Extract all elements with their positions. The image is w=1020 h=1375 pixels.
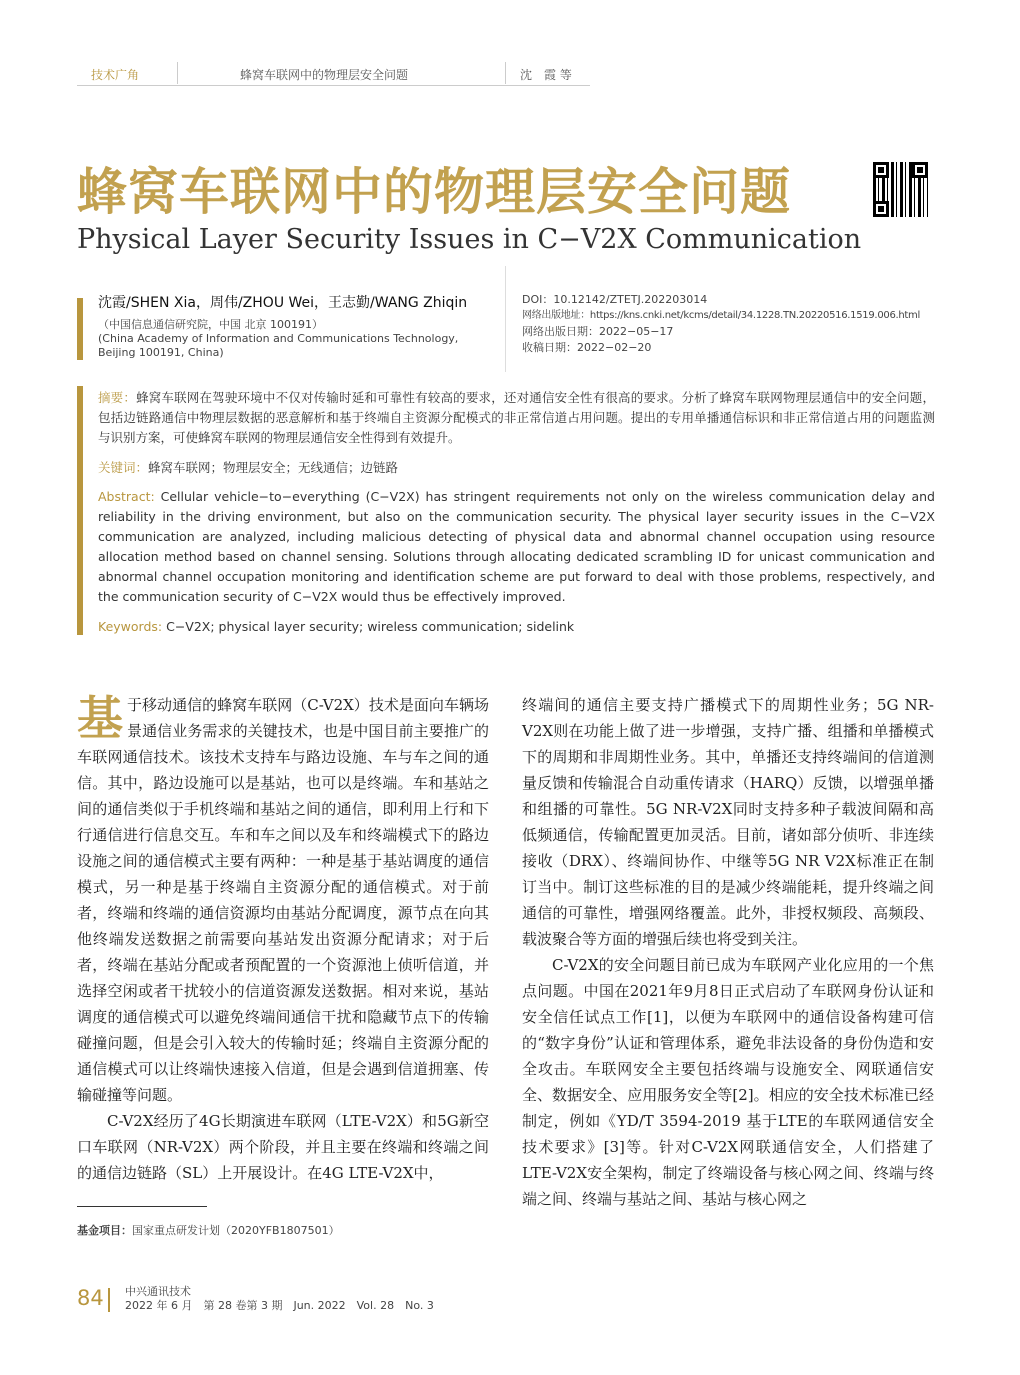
keywords-zh-text: 蜂窝车联网；物理层安全；无线通信；边链路 — [148, 460, 399, 475]
body-left-column — [77, 692, 489, 1186]
received-date: 收稿日期：2022−02−20 — [522, 341, 652, 354]
funding-note — [77, 1222, 340, 1238]
affiliation-en: (China Academy of Information and Communications Technology, Beijing 100191, China) — [98, 332, 459, 359]
paragraph: C-V2X的安全问题目前已成为车联网产业化应用的一个焦点问题。中国在2021年9月8日正式启动了车联网身份认证和安全信任试点工作[1]，以便为车联网中的通信设备构建可信的“数字身份”认证和管理体系，避免非法设备的身份伪造和安全攻击。车联网安全主要包括终端与设施安全、网联通信安全、数据安全、应用服务安全等[2]。相应的安全技术标准已经制定，例如《YD/T 3594-2019 基于LTE的车联网通信安全技术要求》[3]等。针对C-V2X网联通信安全，人们搭建了LTE-V2X安全架构，制定了终端设备与核心网之间、终端与终端之间、终端与基站之间、基站与核心网之 — [522, 956, 934, 1208]
authors: 沈霞/SHEN Xia，周伟/ZHOU Wei，王志勤/WANG Zhiqin — [98, 295, 468, 311]
body-right-column — [522, 692, 934, 1212]
doi: DOI：10.12142/ZTETJ.202203014 — [522, 293, 708, 306]
affiliation — [98, 318, 488, 360]
abstract-en-label: Abstract: — [98, 489, 161, 504]
abstract-zh — [98, 388, 935, 448]
journal-issue: 2022 年 6 月 第 28 卷第 3 期 Jun. 2022 Vol. 28 No. 3 — [125, 1299, 434, 1312]
english-title: Physical Layer Security Issues in C−V2X Communication — [77, 224, 862, 255]
drop-cap: 基 — [77, 691, 123, 745]
funding-text: 国家重点研发计划（2020YFB1807501） — [132, 1224, 340, 1237]
article-info — [522, 292, 920, 356]
running-header — [77, 62, 590, 86]
online-date: 网络出版日期：2022−05−17 — [522, 325, 674, 338]
page-title: 蜂窝车联网中的物理层安全问题 — [77, 163, 791, 221]
paragraph: C-V2X经历了4G长期演进车联网（LTE-V2X）和5G新空口车联网（NR-V2X）两个阶段，并且主要在终端和终端之间的通信边链路（SL）上开展设计。在4G LTE-V2X中， — [77, 1112, 489, 1182]
abstract-en — [98, 487, 935, 607]
abstract-zh-label: 摘要： — [98, 390, 137, 405]
qr-code-icon — [873, 162, 928, 217]
paragraph: 终端间的通信主要支持广播模式下的周期性业务；5G NR-V2X则在功能上做了进一步增强，支持广播、组播和单播模式下的周期和非周期性业务。其中，单播还支持终端间的信道测量反馈和传输混合自动重传请求（HARQ）反馈，以增强单播和组播的可靠性。5G NR-V2X同时支持多种子载波间隔和高低频通信，传输配置更加灵活。目前，诸如部分侦听、非连续接收（DRX）、终端间协作、中继等5G NR V2X标准正在制订当中。制订这些标准的目的是减少终端能耗，提升终端之间通信的可靠性，增强网络覆盖。此外，非授权频段、高频段、载波聚合等方面的增强后续也将受到关注。 — [522, 696, 934, 948]
keywords-en-label: Keywords: — [98, 619, 167, 634]
keywords-en — [98, 617, 935, 637]
paragraph-text: 于移动通信的蜂窝车联网（C-V2X）技术是面向车辆场景通信业务需求的关键技术，也是中国目前主要推广的车联网通信技术。该技术支持车与路边设施、车与车之间的通信。其中，路边设施可以是基站，也可以是终端。车和基站之间的通信类似于手机终端和基站之间的通信，即利用上行和下行通信进行信息交互。车和车之间以及车和终端模式下的路边设施之间的通信模式主要有两种：一种是基于基站调度的通信模式，另一种是基于终端自主资源分配的通信模式。对于前者，终端和终端的通信资源均由基站分配调度，源节点在向其他终端发送数据之前需要向基站发出资源分配请求；对于后者，终端在基站分配或者预配置的一个资源池上侦听信道，并选择空闲或者干扰较小的信道资源发送数据。相对来说，基站调度的通信模式可以避免终端间通信干扰和隐藏节点下的传输碰撞问题，但是会引入较大的传输时延；终端自主资源分配的通信模式可以让终端快速接入信道，但是会遇到信道拥塞、传输碰撞等问题。 — [77, 696, 489, 1104]
page-number: 84 — [77, 1286, 104, 1310]
section-label: 技术广角 — [91, 68, 140, 82]
divider — [108, 1288, 110, 1312]
abstract-zh-text: 蜂窝车联网在驾驶环境中不仅对传输时延和可靠性有较高的要求，还对通信安全性有很高的要求。分析了蜂窝车联网物理层通信中的安全问题，包括边链路通信中物理层数据的恶意解析和基于终端自主资源分配模式的非正常信道占用问题。提出的专用单播通信标识和非正常信道占用的问题监测与识别方案，可使蜂窝车联网的物理层通信安全性得到有效提升。 — [98, 390, 935, 445]
abstract-en-text: Cellular vehicle−to−everything (C−V2X) has stringent requirements not only on the wireless communication delay and reliability in the driving environment, but also on the communication security. The physical layer security issues in the C−V2X communication are analyzed, including malicious detecting of physical data and abnormal channel occupation using resource allocation method based on channel sensing. Solutions through allocating dedicated scrambling ID for unicast communication and abnormal channel occupation monitoring and identification scheme are put forward to deal with those problems, respectively, and the communication security of C−V2X would thus be effectively improved. — [98, 489, 935, 604]
footnote-divider — [77, 1206, 207, 1207]
keywords-zh-label: 关键词： — [98, 460, 149, 475]
accent-bar — [77, 298, 83, 360]
divider — [505, 62, 506, 84]
abstract-accent-bar — [77, 386, 83, 635]
paragraph — [77, 692, 489, 1108]
keywords-en-text: C−V2X; physical layer security; wireless communication; sidelink — [166, 619, 575, 634]
keywords-zh — [98, 458, 935, 478]
journal-name: 中兴通讯技术 — [125, 1285, 191, 1298]
divider — [177, 62, 178, 84]
online-url[interactable]: 网络出版地址：https://kns.cnki.net/kcms/detail/34.1228.TN.20220516.1519.006.html — [522, 310, 920, 321]
funding-label: 基金项目： — [77, 1224, 132, 1237]
affiliation-zh: （中国信息通信研究院，中国 北京 100191） — [98, 318, 323, 331]
running-title: 蜂窝车联网中的物理层安全问题 — [240, 68, 409, 82]
journal-info — [125, 1285, 434, 1313]
running-authors: 沈 霞 等 — [520, 68, 572, 82]
divider — [505, 266, 506, 372]
